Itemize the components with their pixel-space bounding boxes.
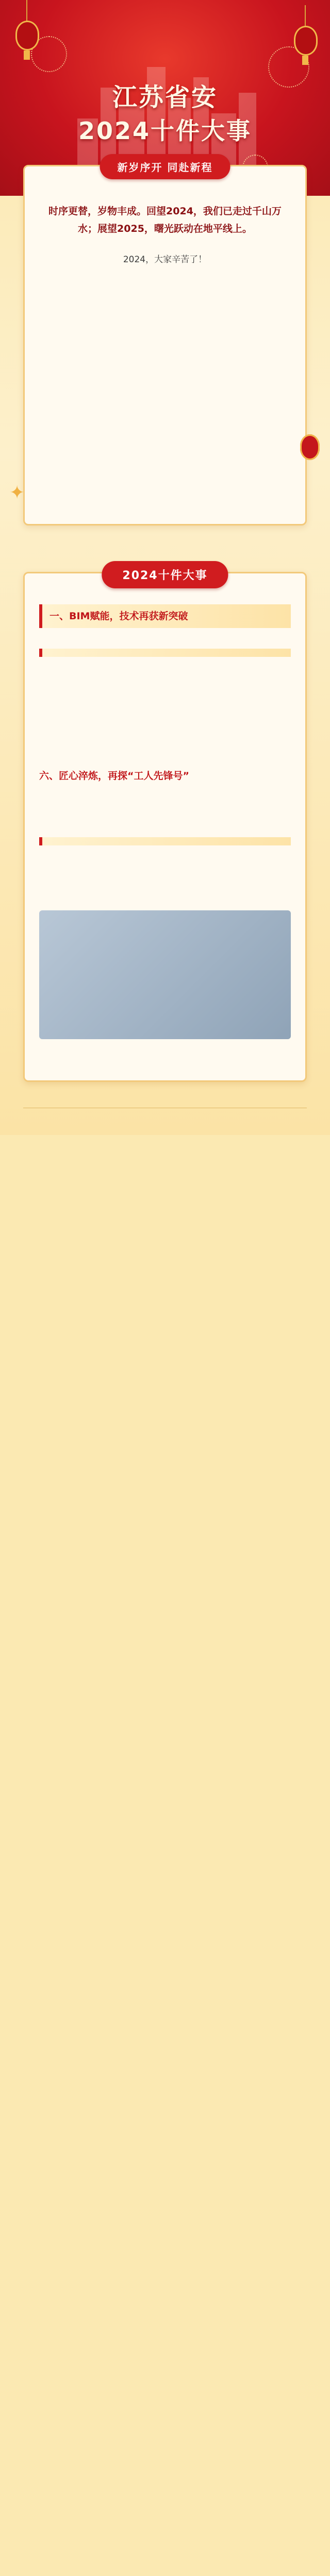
- event-item: [39, 604, 291, 628]
- event-photo: [39, 910, 291, 1039]
- intro-card: [9, 161, 307, 526]
- lantern-icon: [294, 26, 318, 56]
- event-item: [39, 895, 291, 1039]
- event-heading: [39, 895, 291, 903]
- star-icon: ✦: [9, 482, 25, 503]
- event-heading: [39, 677, 291, 686]
- page: [0, 0, 330, 1135]
- event-item: [39, 837, 291, 845]
- events-pill: 2024十件大事: [102, 561, 228, 588]
- event-heading: [39, 866, 291, 874]
- event-heading: 一、BIM赋能，技术再获新突破: [39, 604, 291, 628]
- event-heading: 六、匠心淬炼，再探“工人先锋号”: [39, 770, 189, 782]
- footer: [23, 1108, 307, 1120]
- event-item: [39, 706, 291, 715]
- page-subtitle: 2024十件大事: [78, 117, 252, 145]
- events-card: [23, 569, 307, 1082]
- lantern-icon: [300, 434, 320, 460]
- event-item: [39, 677, 291, 686]
- event-heading: [39, 735, 291, 743]
- event-item: [39, 866, 291, 874]
- event-heading: [39, 649, 291, 657]
- lantern-icon: [15, 21, 39, 50]
- event-item: [39, 735, 291, 743]
- event-item: [39, 649, 291, 657]
- intro-pill: 新岁序开 同赴新程: [100, 154, 230, 179]
- intro-highlight: 时序更替，岁物丰成。回望2024，我们已走过千山万水；展望2025，曙光跃动在地平线上。: [48, 206, 282, 234]
- event-heading: [39, 706, 291, 715]
- event-heading: [39, 808, 291, 817]
- event-heading: [39, 837, 291, 845]
- event-item: [39, 808, 291, 817]
- event-item: [39, 764, 291, 788]
- page-title: 江苏省安: [112, 83, 218, 112]
- intro-closing: 2024，大家辛苦了！: [123, 255, 207, 265]
